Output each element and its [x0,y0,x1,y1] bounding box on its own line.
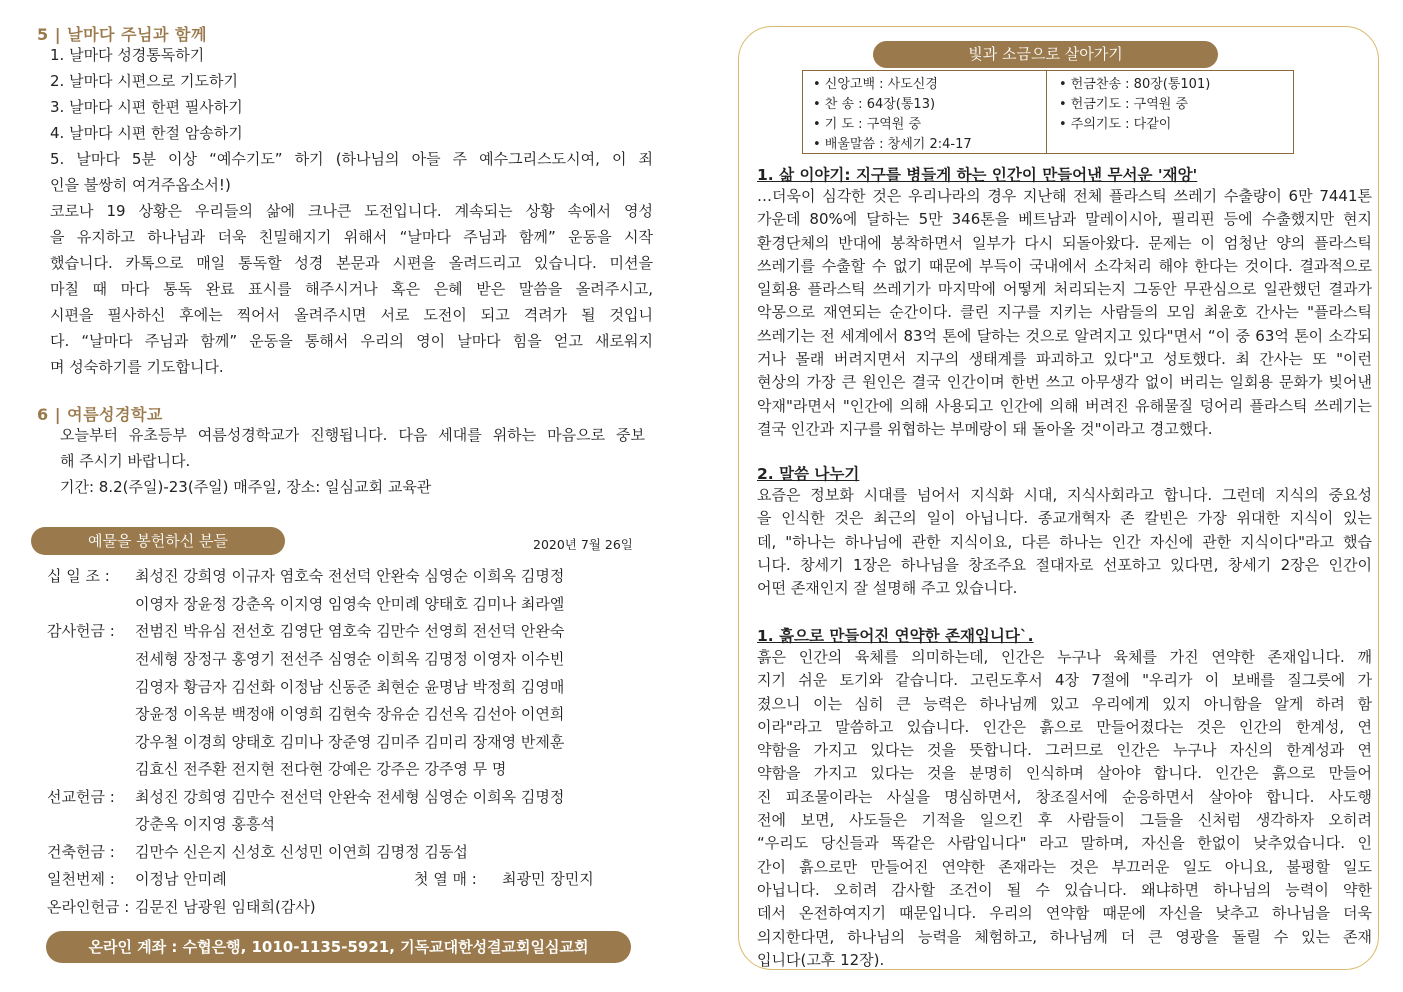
list-item: • 헌금기도 : 구역원 중 [1059,97,1189,112]
offering-names: 이영자 장윤정 강춘옥 이지영 임영숙 안미례 양태호 김미나 최라엘 [135,595,565,613]
offering-row [47,894,316,921]
list-item: • 찬 송 : 64장(통13) [813,97,936,112]
online-account-banner: 온라인 계좌 : 수협은행, 1010-1135-5921, 기독교대한성결교회일심교회 [46,931,631,963]
list-item: 2. 날마다 시편으로 기도하기 [50,72,239,90]
text-line: 요즘은 정보화 시대를 넘어서 지식화 시대, 지식사회라고 합니다. 그런데 지식의 중요성 [757,486,1372,504]
section-life-story-body [757,185,1372,441]
text-line: 을 인식한 것은 최근의 일이 아닙니다. 종교개혁자 존 칼빈은 가장 위대한 지식이 있는 [757,509,1372,528]
list-item: • 배울말씀 : 창세기 2:4-17 [813,137,972,152]
offering-row [47,839,468,866]
text-line: 일회용 플라스틱 쓰레기가 마지막에 어떻게 처리되는지 그동안 무관심으로 일관했던 결과가 [757,280,1372,299]
text-line: 현상의 가장 큰 원인은 결국 인간이며 한번 쓰고 아무생각 없이 버리는 일회용 문화가 빚어낸 [757,373,1372,392]
text-line: 했습니다. 카톡으로 매일 통독할 성경 본문과 시편을 올려드리고 있습니다. 미션을 [50,254,653,272]
offering-names: 김문진 남광원 임태희(감사) [135,898,316,916]
text-line: 약함을 가지고 있다는 것을 뜻합니다. 그러므로 인간은 누구나 자신의 한계성과 연 [757,741,1372,760]
offering-names: 최광민 장민지 [502,870,594,888]
list-item: 3. 날마다 시편 한편 필사하기 [50,98,243,116]
offering-names: 장윤정 이옥분 백정애 이영희 김현숙 장유순 김선옥 김선아 이연희 [135,705,565,723]
offering-row [47,591,564,618]
text-line: 쓰레기는 전 세계에서 83억 톤에 달하는 것으로 알려지고 있다"면서 “이 중 63억 톤이 소각되 [757,326,1372,345]
offering-names: 김영자 황금자 김선화 이정남 신동준 최현순 윤명남 박정희 김영매 [135,678,565,696]
text-line: 간이 흙으로만 만들어진 연약한 존재라는 것은 부끄러운 일도 아니요, 불평할 일도 [757,857,1372,876]
divider [1046,71,1047,153]
worship-order-right [1059,75,1210,135]
offering-label: 일천번제 : [47,870,115,888]
section-6-body [60,422,645,500]
offering-label: 선교헌금 : [47,788,115,806]
list-item: 1. 날마다 성경통독하기 [50,46,205,64]
section-word-sharing-body [757,484,1372,600]
offering-names: 강우철 이경희 양태호 김미나 장준영 김미주 김미리 장재영 반제훈 [135,733,565,751]
list-item: 4. 날마다 시편 한절 암송하기 [50,124,243,142]
text-line: “우리도 당신들과 똑같은 사람입니다" 라고 말하며, 자신을 한없이 낮추었습니다. 인 [757,834,1372,853]
text-line: 기간: 8.2(주일)-23(주일) 매주일, 장소: 일심교회 교육관 [60,478,432,496]
offering-row [47,618,564,645]
text-line: 니다. 창세기 1장은 하나님을 창조주요 절대자로 선포하고 있다면, 창세기 2장은 인간이 [757,555,1372,574]
text-line: 어떤 존재인지 잘 설명해 주고 있습니다. [757,579,1018,598]
text-line: 악재"라면서 "인간에 의해 사용되고 인간에 의해 버려진 유해물질 덩어리 플라스틱 쓰레기는 [757,396,1372,415]
section-life-story-title: 1. 삶 이야기: 지구를 병들게 하는 인간이 만들어낸 무서운 '재앙' [757,166,1198,184]
offering-label: 온라인헌금 : [47,898,130,916]
worship-order-left [813,75,972,155]
text-line: 가운데 80%에 달하는 5만 346톤을 베트남과 말레이시아, 필리핀 등에 수출했지만 현지 [757,210,1372,229]
offering-date: 2020년 7월 26일 [533,537,633,552]
section-word-sharing-title: 2. 말씀 나누기 [757,465,860,483]
text-line: 악몽으로 재연되는 순간이다. 클린 지구를 지키는 사람들의 모임 최윤호 간사는 "플라스틱 [757,303,1372,322]
text-line: 시편을 필사하신 후에는 찍어서 올려주시면 서로 도전이 되고 격려가 될 것입니 [50,306,653,324]
offering-names: 최성진 강희영 김만수 전선덕 안완숙 전세형 심영순 이희옥 김명정 [135,788,565,806]
text-line: 전에 보면, 사도들은 기적을 일으킨 후 사람들이 그들을 신처럼 생각하자 오히려 [757,811,1372,830]
text-line: 흙은 인간의 육체를 의미하는데, 인간은 누구나 육체를 가진 연약한 존재입니다. 깨 [757,648,1372,666]
section-dust-title: 1. 흙으로 만들어진 연약한 존재입니다`. [757,627,1034,645]
text-line: 거나 몰래 버려지면서 지구의 생태계를 파괴하고 있다"고 성토했다. 최 간사는 또 "이런 [757,350,1372,369]
list-item: • 주의기도 : 다같이 [1059,117,1172,132]
offering-row [47,563,564,590]
text-line: 데, "하나는 하나님에 관한 지식이요, 다른 하나는 인간 자신에 관한 지식이다"라고 했습 [757,532,1372,551]
section-5-list [50,42,243,146]
offering-label: 첫 열 매 : [414,870,477,888]
text-line: 약함을 가지고 있다는 것을 분명히 인식하며 살아야 합니다. 인간은 흙으로 만들어 [757,764,1372,783]
section-5-item5 [50,146,653,198]
offering-names: 전범진 박유심 전선호 김영단 염호숙 김만수 선영희 전선덕 안완숙 [135,622,565,640]
text-line: 오늘부터 유초등부 여름성경학교가 진행됩니다. 다음 세대를 위하는 마음으로 중보 [60,426,645,444]
offering-names: 강춘옥 이지영 홍흥석 [135,815,275,833]
offering-row [47,811,275,838]
section-dust-body [757,646,1372,972]
offering-label: 감사헌금 : [47,622,115,640]
right-header: 빛과 소금으로 살아가기 [873,41,1218,68]
text-line: 쓰레기를 수출할 수 없기 때문에 부득이 국내에서 소각처리 해야 한다는 것이다. 결과적으로 [757,256,1372,275]
list-item: • 헌금찬송 : 80장(통101) [1059,77,1211,92]
offering-names: 최성진 강희영 이규자 염호숙 전선덕 안완숙 심영순 이희옥 김명정 [135,567,565,585]
text-line: 데서 온전하여지기 때문입니다. 우리의 연약함 때문에 자신을 낮추고 하나님을 더욱 [757,904,1372,923]
section-5-title: 5 | 날마다 주님과 함께 [37,25,207,44]
offering-row [47,729,564,756]
text-line: 환경단체의 반대에 봉착하면서 일부가 다시 되돌아왔다. 문제는 이 엄청난 양의 플라스틱 [757,233,1372,252]
text-line: 5. 날마다 5분 이상 “예수기도” 하기 (하나님의 아들 주 예수그리스도시여, 이 죄 [50,150,653,168]
text-line: 해 주시기 바랍니다. [60,452,191,470]
left-page [0,0,700,992]
text-line: 코로나 19 상황은 우리들의 삶에 크나큰 도전입니다. 계속되는 상황 속에서 영성 [50,202,653,220]
text-line: 의지한다면, 하나님의 능력을 체험하고, 하나님께 더 큰 영광을 돌릴 수 있는 존재 [757,927,1372,946]
text-line: 지기 쉬운 토기와 같습니다. 고린도후서 4장 7절에 "우리가 이 보배를 질그릇에 가 [757,671,1372,690]
text-line: 을 유지하고 하나님과 더욱 친밀해지기 위해서 “날마다 주님과 함께” 운동을 시작 [50,228,653,246]
text-line: …더욱이 심각한 것은 우리나라의 경우 지난해 전체 플라스틱 쓰레기 수출량이 6만 7441톤 [757,187,1372,205]
offering-names: 김만수 신은지 신성호 신성민 이연희 김명정 김동섭 [135,843,468,861]
offering-row [47,674,564,701]
offering-names: 이정남 안미례 [135,870,227,888]
offering-row [47,756,506,783]
text-line: 입니다(고후 12장). [757,950,885,969]
text-line: 진 피조물이라는 사실을 명심하면서, 창조질서에 순응하면서 살아야 합니다. 사도행 [757,787,1372,806]
offering-names: 전세형 장정구 홍영기 전선주 심영순 이희옥 김명정 이영자 이수빈 [135,650,565,668]
offering-row [47,646,564,673]
offering-label: 십 일 조 : [47,567,110,585]
section-6-title: 6 | 여름성경학교 [37,405,163,424]
worship-order-box [802,70,1294,154]
text-line: 다. “날마다 주님과 함께” 운동을 통해서 우리의 영이 날마다 힘을 얻고 새로워지 [50,332,653,350]
offering-row [47,784,564,811]
text-line: 결국 인간과 지구를 위협하는 부메랑이 돼 돌아올 것"이라고 경고했다. [757,419,1213,438]
text-line: 이라"라고 말씀하고 있습니다. 인간은 흙으로 만들어졌다는 것은 인간의 한계성, 연 [757,717,1372,736]
text-line: 졌으니 이는 심히 큰 능력은 하나님께 있고 우리에게 있지 아니함을 알게 하려 함 [757,694,1372,713]
text-line: 인을 불쌍히 여겨주옵소서!) [50,176,231,194]
list-item: • 기 도 : 구역원 중 [813,117,922,132]
firstfruit-row [414,866,594,893]
offering-row [47,701,564,728]
offering-header: 예물을 봉헌하신 분들 [31,527,285,555]
offering-names: 김효신 전주환 전지현 전다현 강예은 강주은 강주영 무 명 [135,760,507,778]
text-line: 아닙니다. 오히려 감사할 조건이 될 수 있습니다. 왜냐하면 하나님의 능력이 약한 [757,880,1372,899]
offering-row [47,866,227,893]
offering-label: 건축헌금 : [47,843,115,861]
list-item: • 신앙고백 : 사도신경 [813,77,938,92]
text-line: 며 성숙하기를 기도합니다. [50,358,224,376]
section-5-paragraph [50,198,653,380]
text-line: 마칠 때 마다 통독 완료 표시를 해주시거나 혹은 은혜 받은 말씀을 올려주시고, [50,280,653,298]
